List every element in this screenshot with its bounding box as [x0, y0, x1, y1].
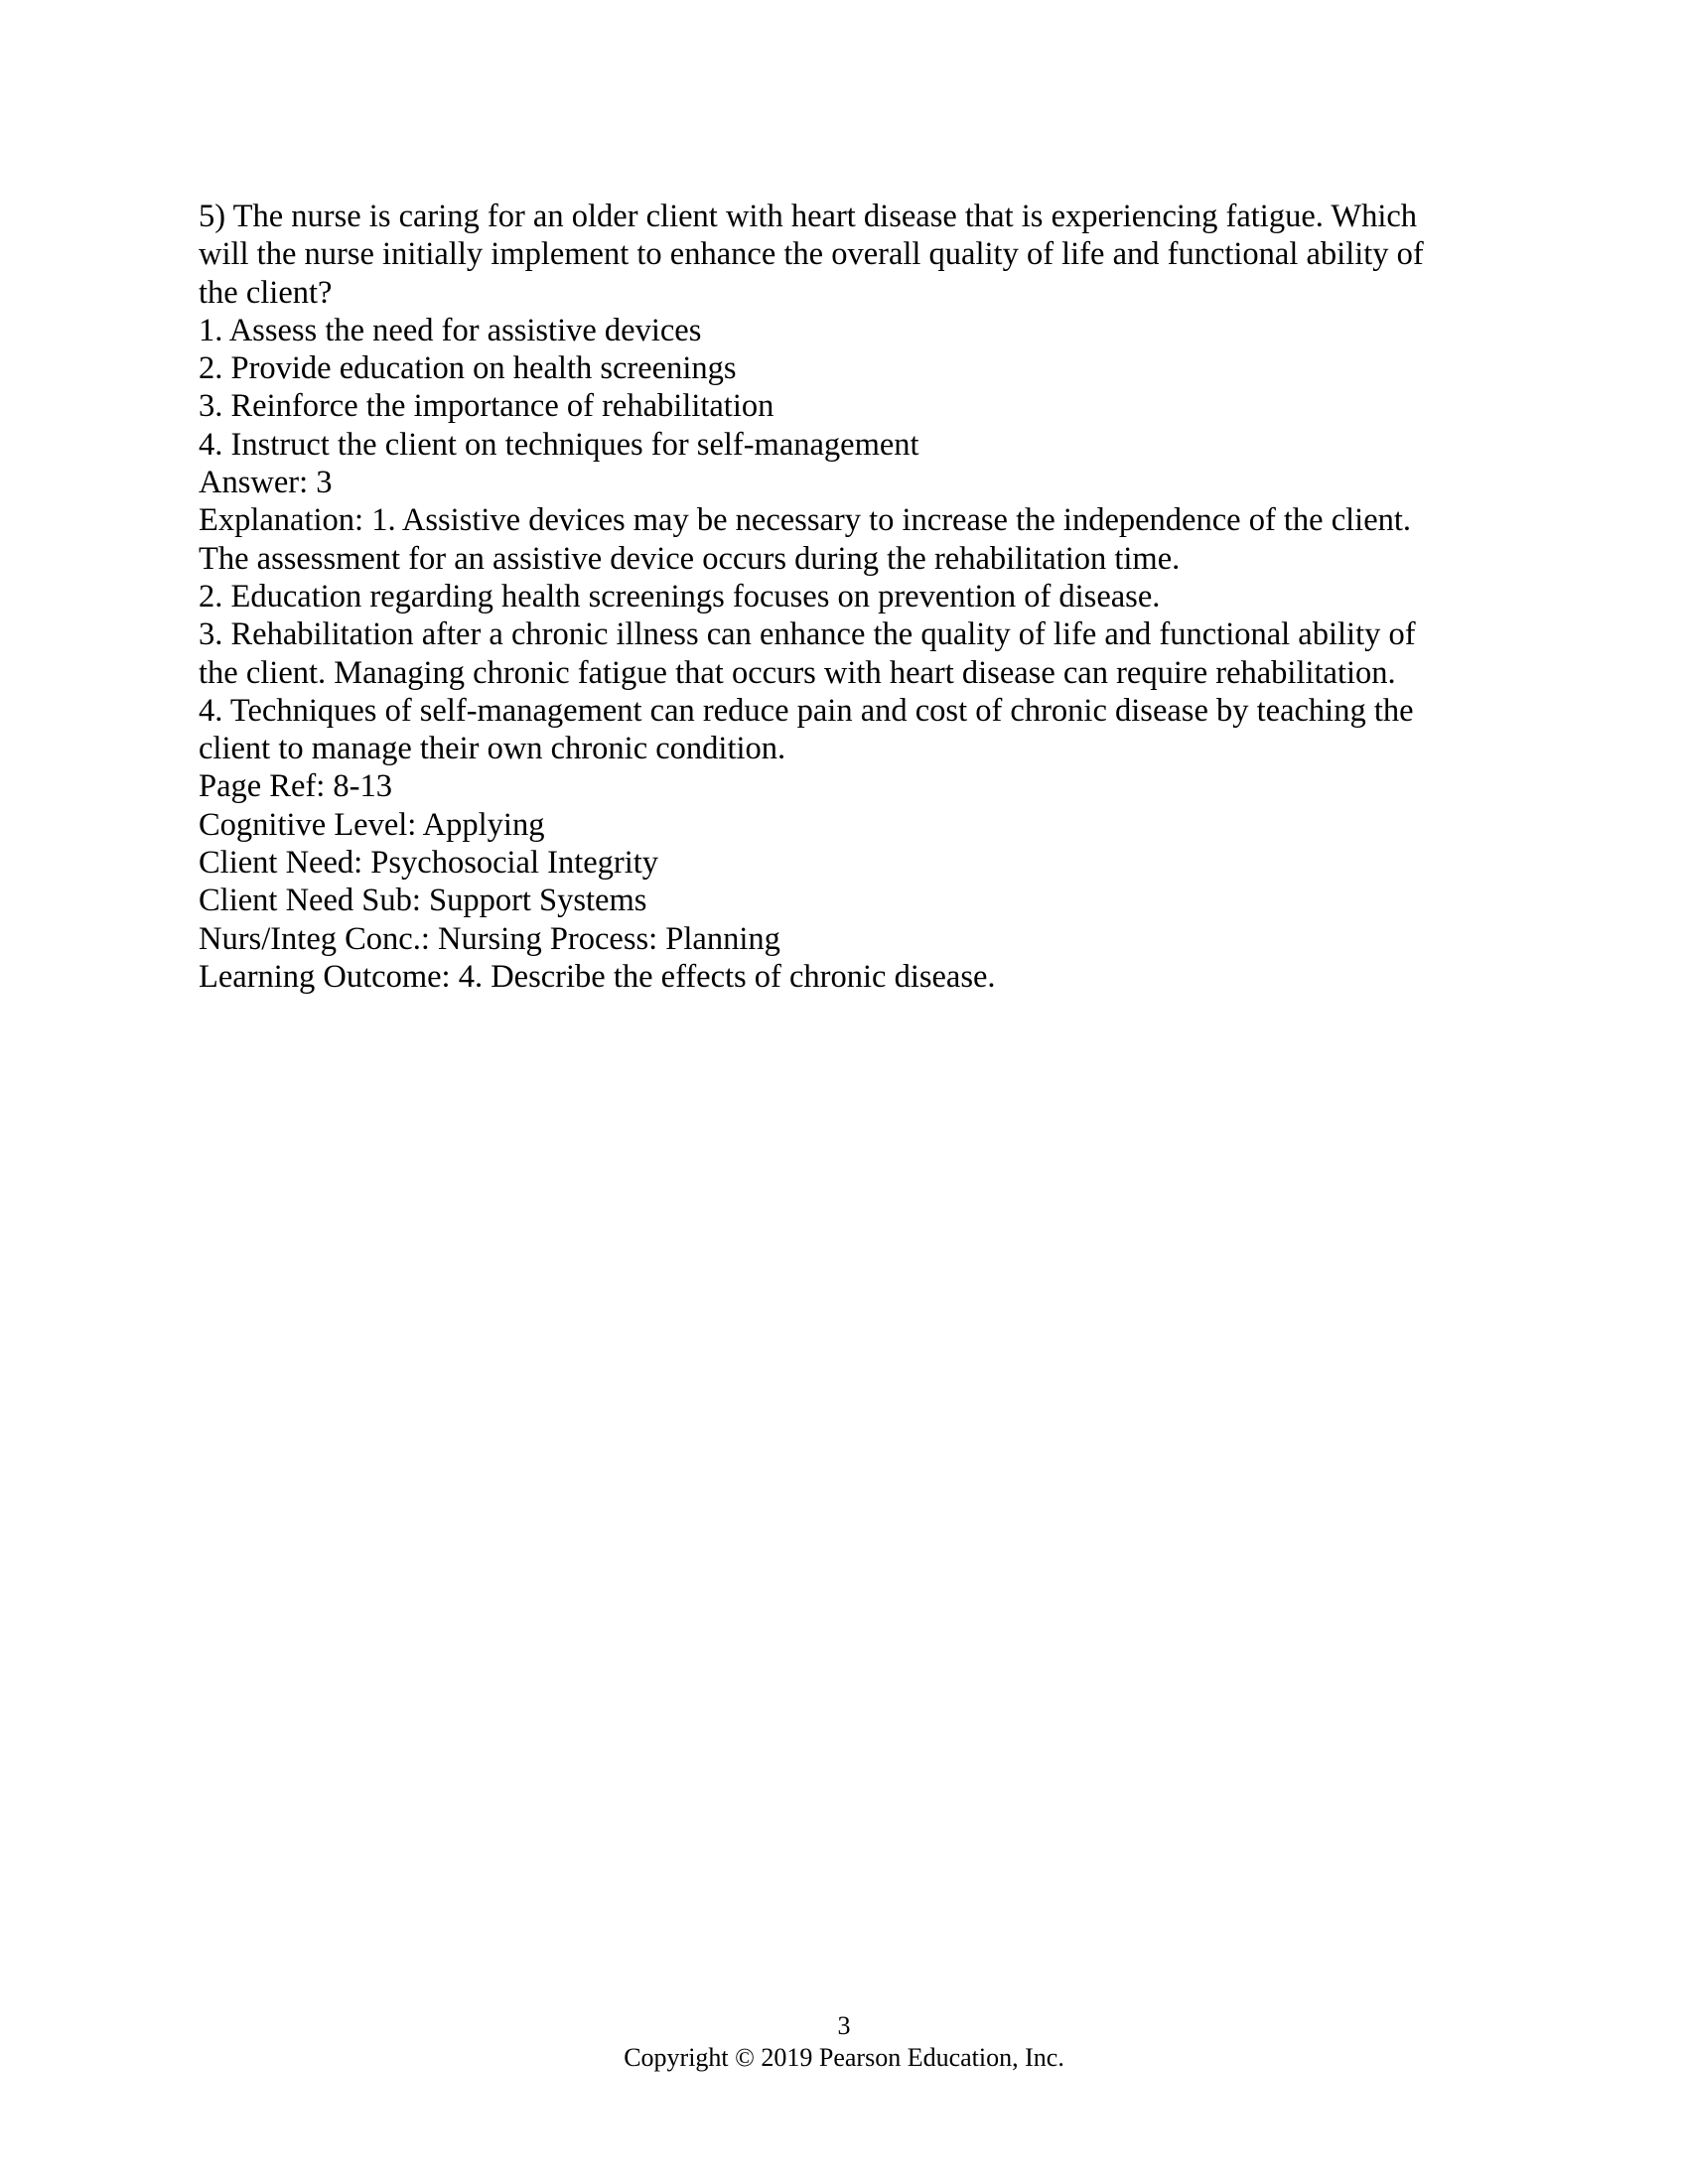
- learning-outcome: Learning Outcome: 4. Describe the effects of chronic disease.: [199, 958, 996, 995]
- explanation-line-1: Explanation: 1. Assistive devices may be necessary to increase the independence of the client.: [199, 502, 1412, 539]
- answer-line: Answer: 3: [199, 465, 333, 501]
- question-stem-line-2: will the nurse initially implement to enhance the overall quality of life and functional ability of: [199, 236, 1424, 273]
- option-1: 1. Assess the need for assistive devices: [199, 312, 702, 348]
- explanation-line-2: The assessment for an assistive device occurs during the rehabilitation time.: [199, 540, 1181, 577]
- explanation-line-4: 3. Rehabilitation after a chronic illness can enhance the quality of life and functional ability of: [199, 616, 1416, 653]
- client-need-sub: Client Need Sub: Support Systems: [199, 883, 647, 919]
- question-block: [199, 198, 1489, 996]
- option-3: 3. Reinforce the importance of rehabilitation: [199, 388, 774, 425]
- copyright-notice: Copyright © 2019 Pearson Education, Inc.: [624, 2043, 1064, 2072]
- option-4: 4. Instruct the client on techniques for self-management: [199, 426, 919, 463]
- question-stem-line-1: 5) The nurse is caring for an older client with heart disease that is experiencing fatigue. Which: [199, 199, 1418, 234]
- nurs-integ-conc: Nurs/Integ Conc.: Nursing Process: Planning: [199, 920, 780, 957]
- question-stem-line-3: the client?: [199, 274, 333, 311]
- explanation-line-5: the client. Managing chronic fatigue that occurs with heart disease can require rehabilitation.: [199, 654, 1396, 691]
- option-2: 2. Provide education on health screenings: [199, 350, 737, 387]
- explanation-line-3: 2. Education regarding health screenings focuses on prevention of disease.: [199, 578, 1161, 614]
- page-ref: Page Ref: 8-13: [199, 768, 392, 805]
- page-number: 3: [837, 2011, 851, 2040]
- cognitive-level: Cognitive Level: Applying: [199, 806, 545, 843]
- client-need: Client Need: Psychosocial Integrity: [199, 845, 659, 882]
- explanation-line-7: client to manage their own chronic condition.: [199, 731, 786, 767]
- explanation-line-6: 4. Techniques of self-management can reduce pain and cost of chronic disease by teaching the: [199, 692, 1414, 729]
